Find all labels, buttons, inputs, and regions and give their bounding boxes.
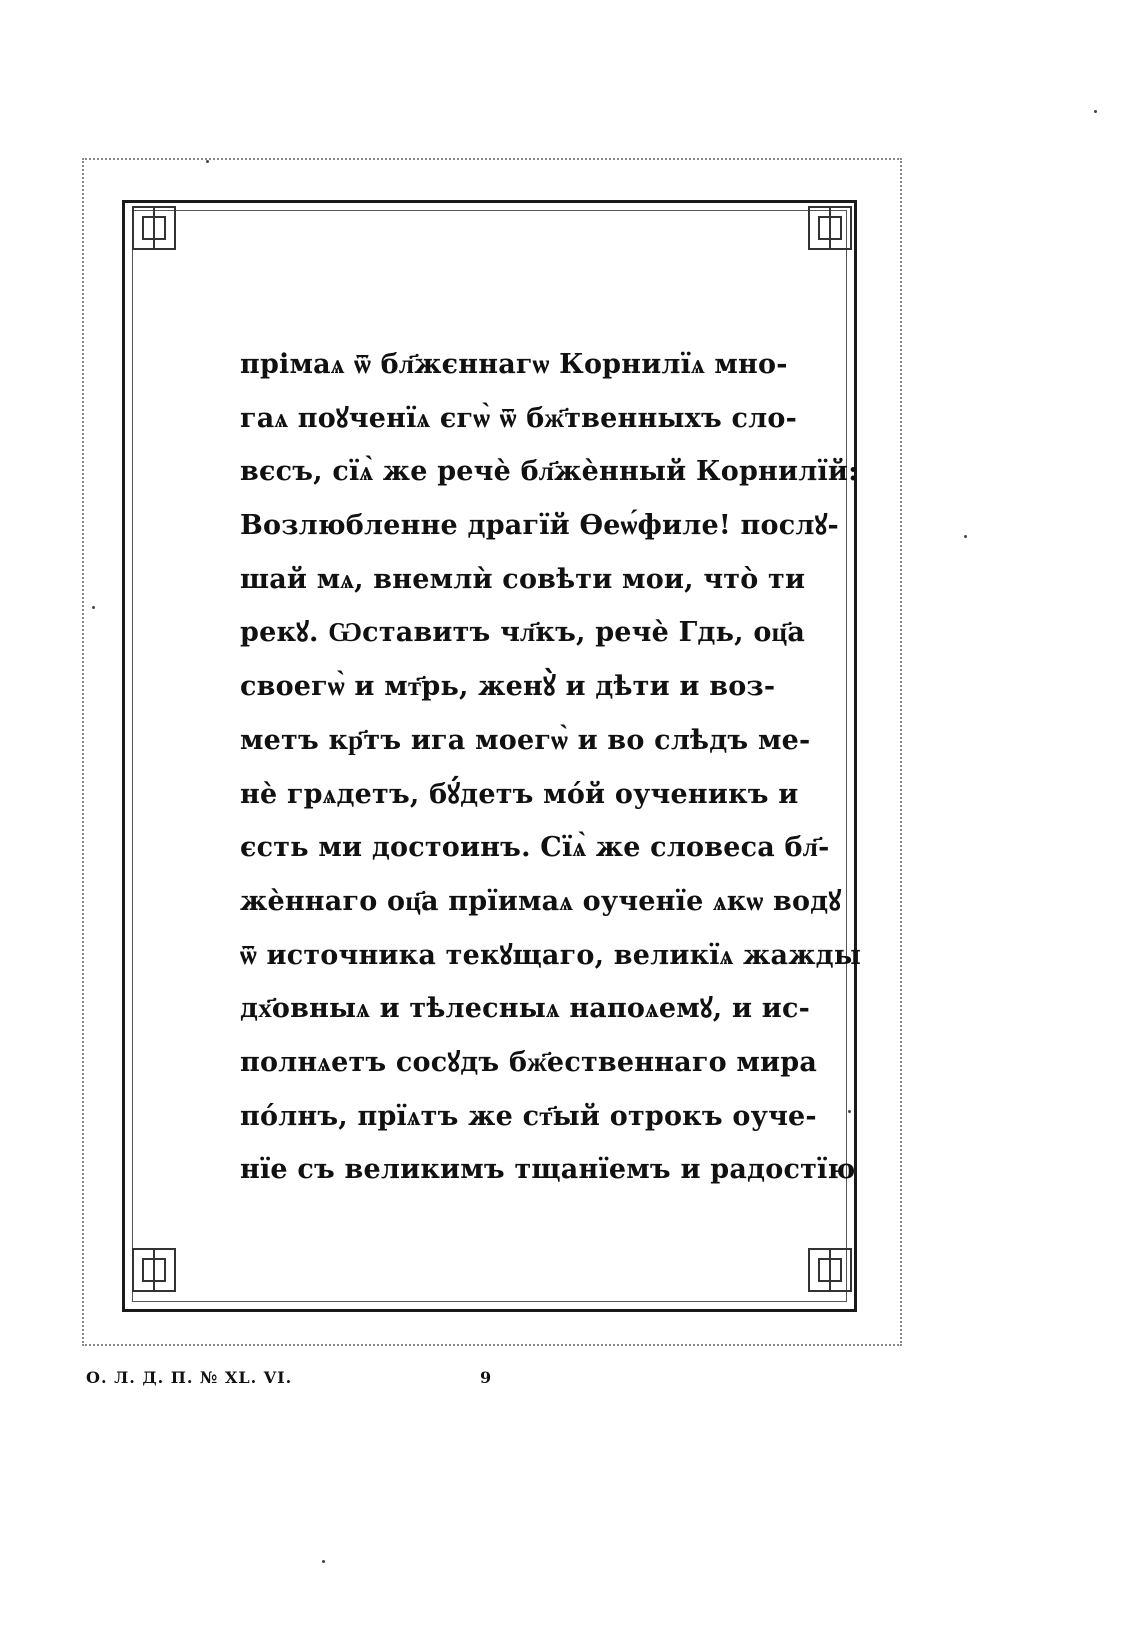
corner-ornament-bottom-left: [132, 1248, 176, 1292]
page-number: 9: [480, 1368, 492, 1387]
text-line-6: рекꙋ. Ѡставитъ чл҃къ, речѐ Гдь, оц҃а: [240, 617, 806, 649]
text-line-9: нѐ грѧдетъ, бꙋ́детъ мо́й оученикъ и: [240, 778, 799, 810]
text-line-7: своегѡ̀ и мт҃рь, женꙋ̀ и дѣти и воз-: [240, 671, 776, 703]
text-line-13: дх҃овныѧ и тѣлесныѧ напоѧемꙋ, и ис-: [240, 993, 811, 1025]
body-text: [240, 338, 862, 1197]
text-line-2: гаѧ поꙋченїѧ єгѡ̀ ѿ бж҃твенныхъ сло-: [240, 402, 797, 434]
scan-speck: [206, 160, 209, 163]
text-line-1: прімаѧ ѿ бл҃жєннагѡ Корнилїѧ мно-: [240, 349, 788, 380]
scan-speck: [848, 1110, 851, 1113]
text-line-8: метъ кр҃тъ ига моегѡ̀ и во слѣдъ ме-: [240, 724, 811, 756]
text-line-16: нїе съ великимъ тщанїемъ и радостїю: [240, 1154, 856, 1186]
scan-speck: [322, 1560, 325, 1563]
text-line-11: жѐннаго оц҃а прїимаѧ оученїе ѧкѡ водꙋ: [240, 885, 842, 917]
text-line-5: шай мѧ, внемлѝ совѣти мои, что̀ ти: [240, 563, 806, 595]
scan-speck: [1094, 110, 1097, 113]
corner-ornament-top-left: [132, 206, 176, 250]
text-line-3: вєсъ, сїѧ̀ же речѐ бл҃жѐнный Корнилїй:: [240, 456, 859, 488]
footer-signature: О. Л. Д. П. № XL. VI.: [86, 1368, 293, 1387]
text-line-4: Возлюбленне драгїй Ѳеѡ́филе! послꙋ-: [240, 510, 839, 542]
corner-ornament-top-right: [808, 206, 852, 250]
text-line-12: ѿ источника текꙋщаго, великїѧ жажды: [240, 939, 862, 971]
text-line-14: полнѧетъ сосꙋдъ бж҃ественнаго мира: [240, 1046, 818, 1078]
text-line-10: єсть ми достоинъ. Сїѧ̀ же словеса бл҃-: [240, 832, 830, 864]
text-line-15: по́лнъ, прїѧтъ же ст҃ый отрокъ оуче-: [240, 1100, 817, 1132]
corner-ornament-bottom-right: [808, 1248, 852, 1292]
scan-speck: [964, 535, 967, 538]
scan-speck: [92, 606, 95, 609]
